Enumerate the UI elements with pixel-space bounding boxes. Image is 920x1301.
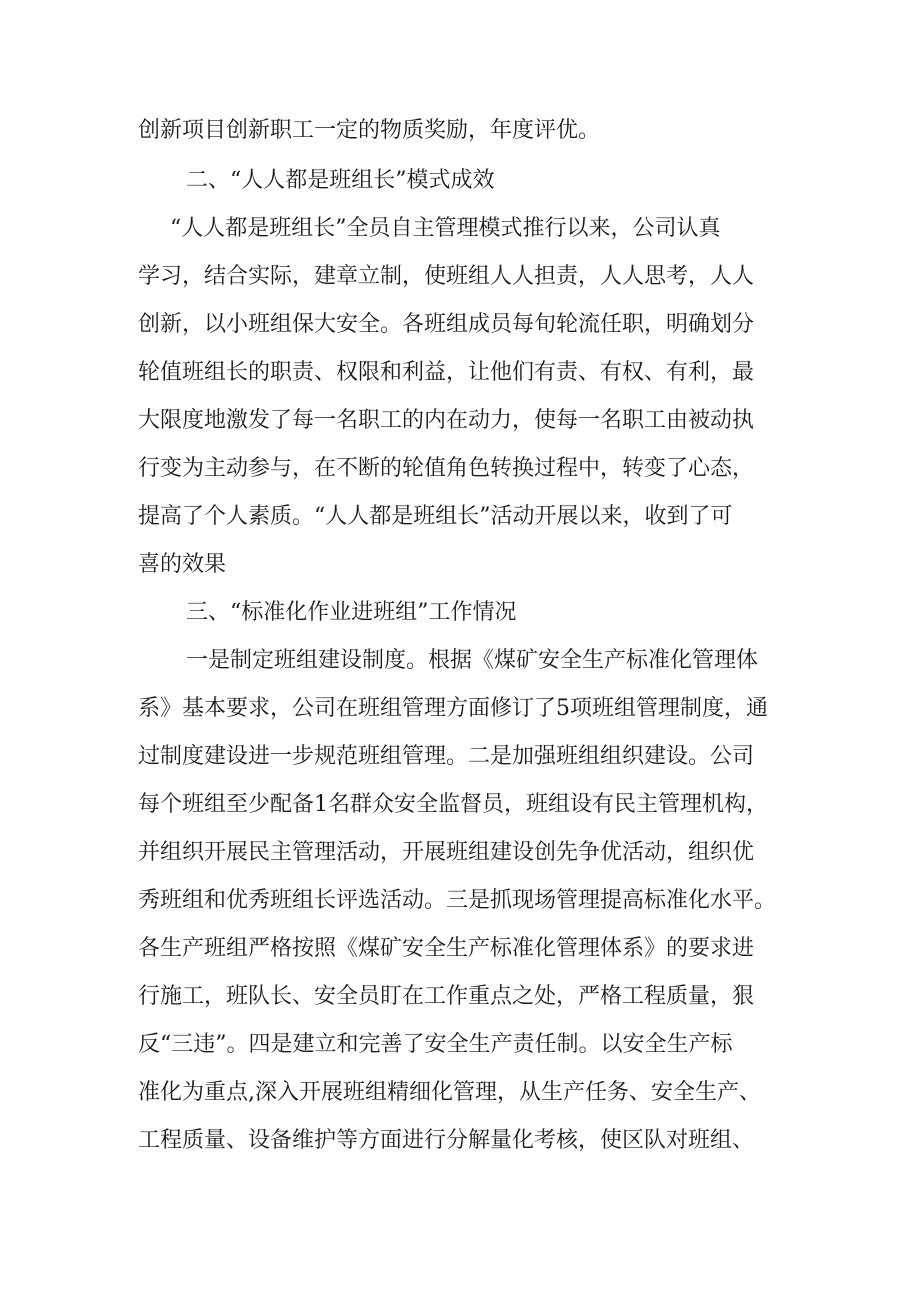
text-line: 创新项目创新职工一定的物质奖励，年度评优。 <box>138 118 601 143</box>
text-line: 行施工，班队长、安全员盯在工作重点之处，严格工程质量，狠 <box>138 984 755 1009</box>
text-line: 喜的效果 <box>138 552 227 577</box>
paragraph-first-line: 一是制定班组建设制度。根据《煤矿安全生产标准化管理体 <box>186 648 759 673</box>
text-line: 工程质量、设备维护等方面进行分解量化考核，使区队对班组、 <box>138 1128 755 1153</box>
text-line: 各生产班组严格按照《煤矿安全生产标准化管理体系》的要求进 <box>138 936 755 961</box>
text-line: 学习，结合实际，建章立制，使班组人人担责，人人思考，人人 <box>138 264 755 289</box>
text-line: 过制度建设进一步规范班组管理。二是加强班组组织建设。公司 <box>138 744 755 769</box>
section-heading: 三、“标准化作业进班组”工作情况 <box>186 600 517 625</box>
text-line: 系》基本要求，公司在班组管理方面修订了5项班组管理制度，通 <box>138 696 768 721</box>
text-line: 提高了个人素质。“人人都是班组长”活动开展以来，收到了可 <box>138 504 733 529</box>
text-line: 轮值班组长的职责、权限和利益，让他们有责、有权、有利，最 <box>138 360 755 385</box>
paragraph-first-line: “人人都是班组长”全员自主管理模式推行以来，公司认真 <box>170 216 721 241</box>
text-line: 准化为重点,深入开展班组精细化管理，从生产任务、安全生产、 <box>138 1080 761 1105</box>
section-heading: 二、“人人都是班组长”模式成效 <box>186 168 495 193</box>
text-line: 创新，以小班组保大安全。各班组成员每旬轮流任职，明确划分 <box>138 312 755 337</box>
text-line: 每个班组至少配备1名群众安全监督员，班组设有民主管理机构， <box>138 792 768 817</box>
text-line: 大限度地激发了每一名职工的内在动力，使每一名职工由被动执 <box>138 408 755 433</box>
text-line: 行变为主动参与，在不断的轮值角色转换过程中，转变了心态， <box>138 456 755 481</box>
text-line: 并组织开展民主管理活动，开展班组建设创先争优活动，组织优 <box>138 840 755 865</box>
text-line: 秀班组和优秀班组长评选活动。三是抓现场管理提高标准化水平。 <box>138 888 777 913</box>
text-line: 反“三违”。四是建立和完善了安全生产责任制。以安全生产标 <box>138 1032 733 1057</box>
